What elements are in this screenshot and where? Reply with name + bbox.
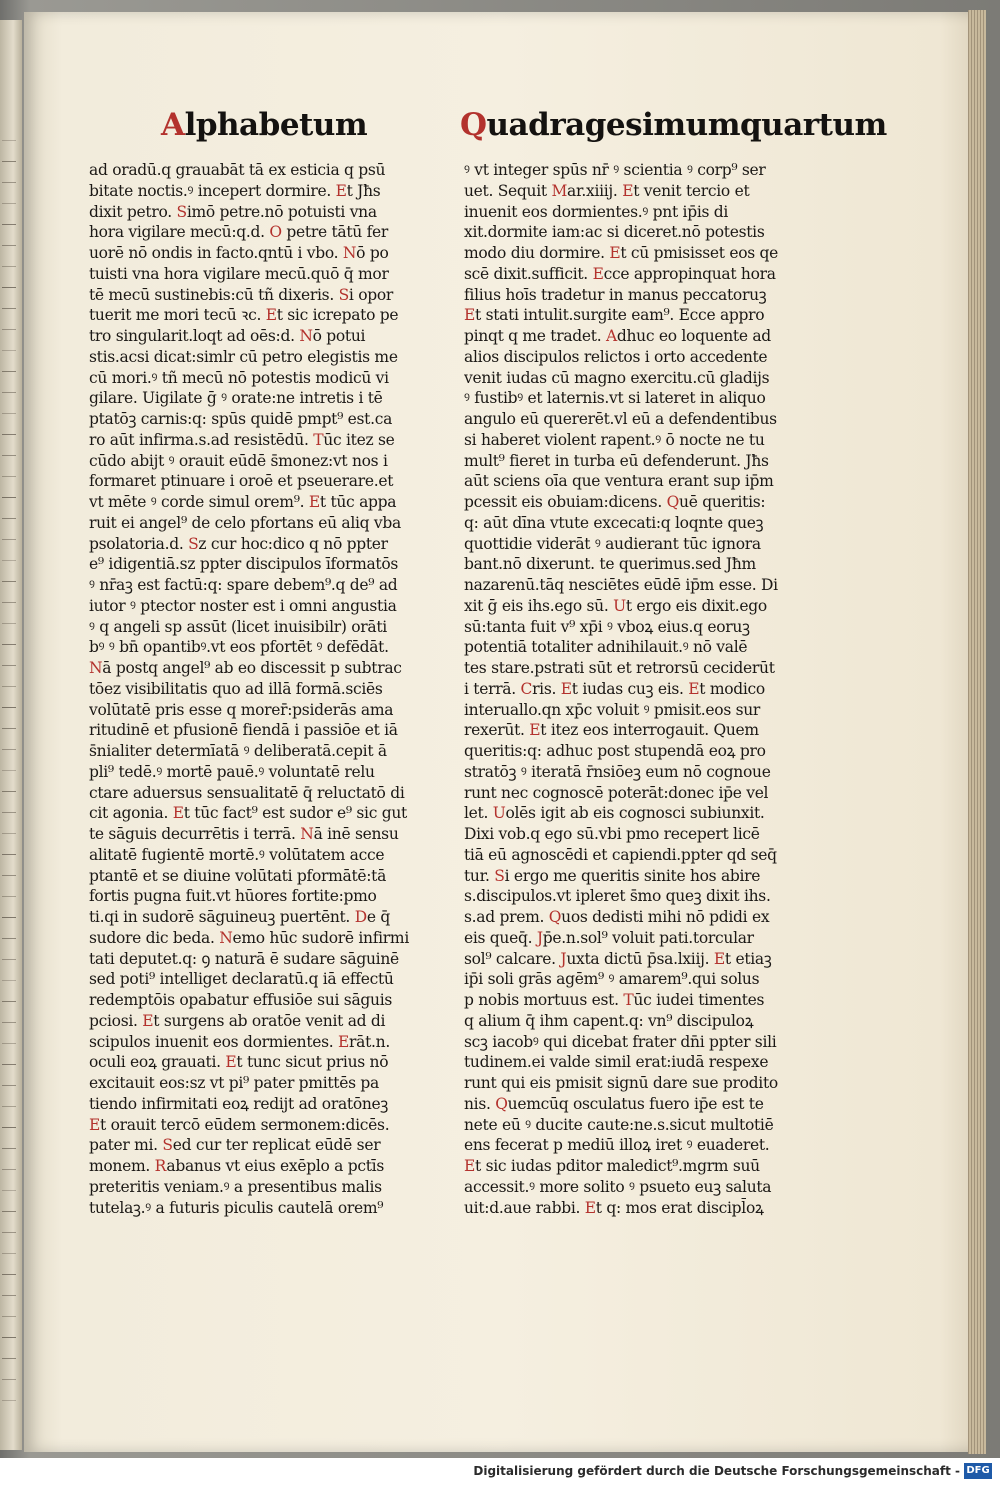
previous-page-text-bleed <box>2 602 16 603</box>
right-column-line: q alium q̄ ihm capent.q: vn⁹ discipuloꝝ <box>464 1011 754 1030</box>
left-column-line: hora vigilare mecū:q.d. O petre tātū fer <box>89 223 388 242</box>
right-column-line: uet. Sequit Mar.xiiij. Et venit tercio et <box>464 181 750 200</box>
previous-page-text-bleed <box>2 224 16 225</box>
left-column-line: dixit petro. Simō petre.nō potuisti vna <box>89 202 377 221</box>
heading-left: Alphabetum <box>161 107 368 143</box>
previous-page-text-bleed <box>2 1379 16 1380</box>
right-column-line: nete eū ꝰ ducite caute:ne.s.sicut multotiē <box>464 1115 774 1134</box>
previous-page-text-bleed <box>2 434 16 435</box>
left-column-line: tōez visibilitatis quo ad illā formā.sciēs <box>89 679 383 698</box>
right-column-line: Dixi vob.q ego sū.vbi pmo recepert licē <box>464 825 760 843</box>
left-column-line: tiendo infirmitati eoꝝ redijt ad oratōneꝫ <box>89 1094 389 1113</box>
right-column-line: potentiā totaliter adnihilauit.ꝰ nō valē <box>464 638 748 657</box>
left-column-line: stis.acsi dicat:simlr cū petro elegistis me <box>89 347 398 366</box>
left-column-line: tuerit me mori tecū ꝛc. Et sic icrepato pe <box>89 306 399 325</box>
previous-page-text-bleed <box>2 266 16 267</box>
left-column-line: gilare. Uigilate ḡ ꝰ orate:ne intretis i tē <box>89 389 383 408</box>
left-column-line: te sāguis decurrētis i terrā. Nā inē sensu <box>89 825 399 843</box>
previous-page-text-bleed <box>2 518 16 519</box>
left-column-line: uorē nō ondis in facto.qntū i vbo. Nō po <box>89 244 389 262</box>
previous-page-text-bleed <box>2 1316 16 1317</box>
right-column-line: let. Uolēs igit ab eis cognosci subiunxit. <box>464 804 765 823</box>
right-column-line: scꝫ iacobꝰ qui dicebat frater dn̄i ppter sili <box>464 1032 777 1051</box>
right-column-line: modo diu dormire. Et cū pmisisset eos qe <box>464 244 779 262</box>
left-column-line: ꝰ q angeli sp assūt (licet inuisibilr) orāti <box>89 617 387 636</box>
previous-page-text-bleed <box>2 980 16 981</box>
right-column-line: eis queq̄. Jp̄e.n.sol⁹ voluit pati.torcular <box>464 928 754 947</box>
right-column-line: accessit.ꝰ more solito ꝰ psueto euꝫ saluta <box>464 1177 772 1196</box>
left-column-line: iutor ꝰ ptector noster est i omni angustia <box>89 596 397 615</box>
previous-page-text-bleed <box>2 623 16 624</box>
left-column-line: cū mori.ꝰ tñ mecū nō potestis modicū vi <box>89 368 389 387</box>
left-column-line: pciosi. Et surgens ab oratōe venit ad di <box>89 1011 386 1030</box>
previous-page-text-bleed <box>2 539 16 540</box>
previous-page-text-bleed <box>2 350 16 351</box>
previous-page-text-bleed <box>2 1400 16 1401</box>
right-column-line: venit iudas cū magno exercitu.cū gladijs <box>464 368 770 387</box>
left-column-line: psolatoria.d. Sz cur hoc:dico q nō ppter <box>89 534 388 553</box>
left-column-line: formaret ptinuare i oroē et pseuerare.et <box>89 472 394 491</box>
right-column-line: tudinem.ei valde simil erat:iudā respexe <box>464 1053 769 1072</box>
previous-page-text-bleed <box>2 308 16 309</box>
right-column-line: filius hoīs tradetur in manus peccatoruꝫ <box>464 285 767 304</box>
left-column-line: Et orauit tercō eūdem sermonem:dicēs. <box>89 1115 390 1134</box>
left-column-line: pli⁹ tedē.ꝰ mortē pauē.ꝰ voluntatē relu <box>89 762 375 781</box>
previous-page-text-bleed <box>2 728 16 729</box>
previous-page-text-bleed <box>2 833 16 834</box>
previous-page-text-bleed <box>2 1190 16 1191</box>
right-column-line: ꝰ vt integer spūs nr̄ ꝰ scientia ꝰ corp⁹ ser <box>464 161 766 179</box>
right-column-line: uit:d.aue rabbi. Et q: mos erat discipl̄oꝝ <box>464 1198 764 1217</box>
right-column-line: nazarenū.tāq nesciētes eūdē ip̄m esse. Di <box>464 576 778 594</box>
heading-initial: Q <box>460 107 487 143</box>
heading-initial: A <box>161 107 185 143</box>
right-column-line: ens fecerat p mediū illoꝝ iret ꝰ euaderet. <box>464 1136 770 1155</box>
left-column-line: cit agonia. Et tūc fact⁹ est sudor e⁹ sic gut <box>89 804 407 823</box>
left-column-line: cūdo abijt ꝰ orauit eūdē s̄monez:vt nos i <box>89 451 388 470</box>
previous-page-text-bleed <box>2 938 16 939</box>
previous-page-text-bleed <box>2 896 16 897</box>
right-column-line: xit ḡ eis ihs.ego sū. Ut ergo eis dixit.ego <box>464 596 767 615</box>
left-column-line: ꝰ nr̄aꝫ est factū:q: spare debem⁹.q de⁹ ad <box>89 576 398 594</box>
previous-page-text-bleed <box>2 1295 16 1296</box>
previous-page-text-bleed <box>2 854 16 855</box>
right-column-line: sū:tanta fuit v⁹ xp̄i ꝰ vboꝝ eius.q eoruꝫ <box>464 617 750 636</box>
left-column-line: ruit ei angel⁹ de celo pfortans eū aliq vba <box>89 513 401 532</box>
left-column-line: fortis pugna fuit.vt hūores fortite:pmo <box>89 887 377 906</box>
previous-page-text-bleed <box>2 140 16 141</box>
previous-page-text-bleed <box>2 287 16 288</box>
previous-page-text-bleed <box>2 1022 16 1023</box>
previous-page-text-bleed <box>2 455 16 456</box>
previous-page-text-bleed <box>2 560 16 561</box>
left-column-line: oculi eoꝝ grauati. Et tunc sicut prius nō <box>89 1053 389 1072</box>
previous-page-text-bleed <box>2 875 16 876</box>
previous-page-text-bleed <box>2 1274 16 1275</box>
right-column-line: p nobis mortuus est. Tūc iudei timentes <box>464 991 765 1009</box>
previous-page-text-bleed <box>2 1211 16 1212</box>
previous-page-text-bleed <box>2 203 16 204</box>
left-column-line: sed poti⁹ intelliget declaratū.q iā effectū <box>89 970 394 989</box>
left-column-line: bꝰ ꝰ bn̄ opantibꝰ.vt eos pfortēt ꝰ defēdāt. <box>89 638 389 657</box>
previous-page-text-bleed <box>2 413 16 414</box>
previous-page-text-bleed <box>2 476 16 477</box>
left-column-line: vt mēte ꝰ corde simul orem⁹. Et tūc appa <box>89 493 397 511</box>
left-column-line: monem. Rabanus vt eius exēplo a pctīs <box>89 1157 384 1175</box>
right-column-line: stratōꝫ ꝰ iteratā r̄nsiōeꝫ eum nō cognoue <box>464 762 771 781</box>
previous-page-text-bleed <box>2 1064 16 1065</box>
previous-page-text-bleed <box>2 665 16 666</box>
previous-page-text-bleed <box>2 1106 16 1107</box>
previous-page-text-bleed <box>2 770 16 771</box>
right-column-line: mult⁹ fieret in turba eū defenderunt. Jħs <box>464 451 769 470</box>
right-column-line: tur. Si ergo me queritis sinite hos abire <box>464 866 761 885</box>
previous-page-text-bleed <box>2 161 16 162</box>
left-column-line: scipulos inuenit eos dormientes. Erāt.n. <box>89 1032 390 1051</box>
left-column-line: ad oradū.q grauabāt tā ex esticia q psū <box>89 161 386 179</box>
left-column-line: pater mi. Sed cur ter replicat eūdē ser <box>89 1136 381 1155</box>
previous-page-text-bleed <box>2 686 16 687</box>
previous-page-text-bleed <box>2 812 16 813</box>
previous-page-text-bleed <box>2 1337 16 1338</box>
previous-page-text-bleed <box>2 245 16 246</box>
right-column-line: bant.nō dixerunt. te querimus.sed Jħm <box>464 555 756 574</box>
right-column-line: alios discipulos relictos i orto accedente <box>464 347 768 366</box>
previous-page-text-bleed <box>2 1169 16 1170</box>
previous-page-text-bleed <box>2 1148 16 1149</box>
right-column-line: q: aūt dīna vtute excecati:q loqnte queꝫ <box>464 513 764 532</box>
previous-page-text-bleed <box>2 749 16 750</box>
right-column-line: sol⁹ calcare. Juxta dictū p̄sa.lxiij. Et etiaꝫ <box>464 949 772 968</box>
left-column-line: redemptōis opabatur effusiōe sui sāguis <box>89 991 393 1009</box>
right-column-line: interuallo.qn xp̄c voluit ꝰ pmisit.eos sur <box>464 700 761 719</box>
previous-page-text-bleed <box>2 917 16 918</box>
left-column-line: tutelaꝫ.ꝰ a futuris piculis cautelā orem⁹ <box>89 1198 384 1217</box>
previous-page-text-bleed <box>2 329 16 330</box>
right-column-line: angulo eū quererēt.vl eū a defendentibus <box>464 410 777 428</box>
left-column-line: ti.qi in sudorē sāguineuꝫ puertēnt. De q̄ <box>89 908 390 926</box>
previous-page-text-bleed <box>2 1043 16 1044</box>
left-column-line: bitate noctis.ꝰ incepert dormire. Et Jħs <box>89 181 381 200</box>
previous-page-text-bleed <box>2 707 16 708</box>
previous-page-text-bleed <box>2 1127 16 1128</box>
right-column-line: xit.dormite iam:ac si diceret.nō potestis <box>464 223 765 242</box>
right-column-line: queritis:q: adhuc post stupendā eoꝝ pro <box>464 742 766 760</box>
right-text-column <box>464 160 778 1218</box>
left-column-line: ctare aduersus sensualitatē q̄ reluctatō di <box>89 783 405 802</box>
left-column-line: s̄nialiter determīatā ꝰ deliberatā.cepit ā <box>89 742 387 760</box>
right-column-line: inuenit eos dormientes.ꝰ pnt ip̄is di <box>464 202 729 221</box>
previous-page-text-bleed <box>2 581 16 582</box>
right-column-line: runt qui eis pmisit signū dare sue prodito <box>464 1074 778 1092</box>
left-column-line: alitatē fugientē mortē.ꝰ volūtatem acce <box>89 845 385 864</box>
left-column-line: tro singularit.loqt ad oēs:d. Nō potui <box>89 327 366 345</box>
left-column-line: tati deputet.q: ꝯ naturā ē sudare sāguinē <box>89 949 399 968</box>
left-column-line: volūtatē pris esse q morer̄:psiderās ama <box>89 700 394 719</box>
left-column-line: ro aūt infirma.s.ad resistēdū. Tūc itez se <box>89 430 395 449</box>
right-column-line: rexerūt. Et itez eos interrogauit. Quem <box>464 721 759 740</box>
right-column-line: ꝰ fustibꝰ et laternis.vt si lateret in aliquo <box>464 389 766 408</box>
funding-note: Digitalisierung gefördert durch die Deutsche Forschungsgemeinschaft - <box>473 1464 960 1478</box>
previous-page-text-bleed <box>2 1253 16 1254</box>
right-column-line: pinqt q me tradet. Adhuc eo loquente ad <box>464 327 771 345</box>
left-column-line: ptatōꝫ carnis:q: spūs quidē pmpt⁹ est.ca <box>89 410 393 428</box>
book-page <box>24 12 978 1452</box>
heading-right: Quadragesimumquartum <box>460 107 887 143</box>
right-column-line: ip̄i soli grās agēm⁹ ꝰ amarem⁹.qui solus <box>464 970 760 989</box>
right-column-line: Et stati intulit.surgite eam⁹. Ecce appro <box>464 306 765 325</box>
previous-page-text-bleed <box>2 791 16 792</box>
right-column-line: si haberet violent rapent.ꝰ ō nocte ne tu <box>464 430 765 449</box>
previous-page-text-bleed <box>2 1358 16 1359</box>
left-column-line: ptantē et se diuine volūtati pformātē:tā <box>89 866 387 885</box>
previous-page-text-bleed <box>2 497 16 498</box>
right-column-line: pcessit eis obuiam:dicens. Quē queritis: <box>464 493 766 511</box>
left-text-column <box>89 160 409 1218</box>
right-column-line: nis. Quemcūq osculatus fuero ip̄e est te <box>464 1094 764 1113</box>
right-column-line: scē dixit.sufficit. Ecce appropinquat hora <box>464 264 776 283</box>
right-column-line: aūt sciens oīa que ventura erant sup ip̄m <box>464 472 774 491</box>
right-column-line: i terrā. Cris. Et iudas cuꝫ eis. Et modico <box>464 679 765 698</box>
right-column-line: Et sic iudas pditor maledict⁹.mgrm suū <box>464 1157 760 1175</box>
left-column-line: ritudinē et pfusionē fiendā i passiōe et iā <box>89 721 398 740</box>
right-column-line: s.discipulos.vt ipleret s̄mo queꝫ dixit ihs. <box>464 887 771 906</box>
digitization-footer <box>0 1458 1000 1487</box>
right-column-line: tes stare.pstrati sūt et retrorsū ceciderūt <box>464 659 775 677</box>
previous-page-text-bleed <box>2 1085 16 1086</box>
left-column-line: e⁹ idigentiā.sz ppter discipulos īformatōs <box>89 555 399 574</box>
right-column-line: quottidie viderāt ꝰ audierant tūc ignora <box>464 534 761 553</box>
left-column-line: tē mecū sustinebis:cū tñ dixeris. Si opor <box>89 285 393 304</box>
previous-page-text-bleed <box>2 371 16 372</box>
left-column-line: sudore dic beda. Nemo hūc sudorē infirmi <box>89 928 409 947</box>
page-stack-edge <box>968 10 986 1454</box>
left-column-line: excitauit eos:sz vt pi⁹ pater pmittēs pa <box>89 1074 379 1092</box>
right-column-line: tiā eū agnoscēdi et capiendi.ppter qd seq̄ <box>464 845 777 864</box>
previous-page-text-bleed <box>2 959 16 960</box>
previous-page-text-bleed <box>2 1232 16 1233</box>
right-column-line: runt nec cognoscē poterāt:donec ip̄e vel <box>464 783 769 802</box>
previous-page-text-bleed <box>2 392 16 393</box>
right-column-line: s.ad prem. Quos dedisti mihi nō pdidi ex <box>464 908 770 926</box>
left-column-line: tuisti vna hora vigilare mecū.quō q̄ mor <box>89 264 389 283</box>
left-column-line: Nā postq angel⁹ ab eo discessit p subtrac <box>89 659 402 677</box>
left-column-line: preteritis veniam.ꝰ a presentibus malis <box>89 1177 382 1196</box>
previous-page-text-bleed <box>2 182 16 183</box>
dfg-logo: DFG <box>964 1463 992 1479</box>
previous-page-edge <box>0 20 22 1450</box>
previous-page-text-bleed <box>2 644 16 645</box>
previous-page-text-bleed <box>2 1001 16 1002</box>
